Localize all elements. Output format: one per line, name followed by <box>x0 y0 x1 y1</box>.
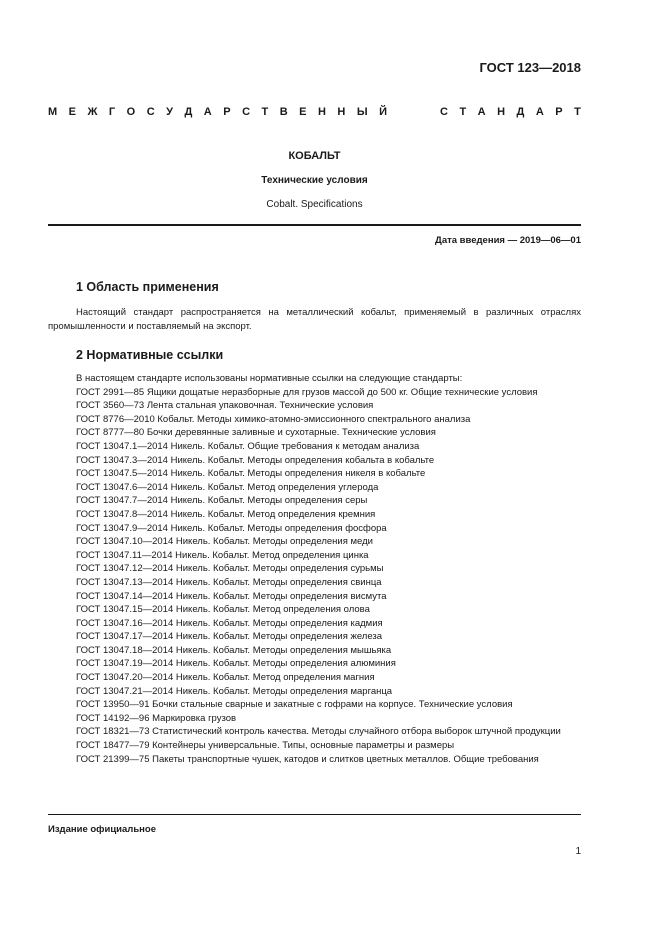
heading-letter: С <box>440 106 448 118</box>
heading-letter: Г <box>108 106 116 118</box>
reference-item: ГОСТ 2991—85 Ящики дощатые неразборные для грузов массой до 500 кг. Общие технические условия <box>76 386 538 398</box>
standard-type-heading <box>48 106 581 122</box>
reference-item: ГОСТ 13950—91 Бочки стальные сварные и закатные с гофрами на корпусе. Технические условия <box>76 699 513 711</box>
reference-item: ГОСТ 13047.20—2014 Никель. Кобальт. Метод определения магния <box>76 672 375 684</box>
heading-letter: Й <box>379 106 388 118</box>
reference-item: ГОСТ 13047.17—2014 Никель. Кобальт. Методы определения железа <box>76 631 383 643</box>
reference-item: ГОСТ 14192—96 Маркировка грузов <box>76 712 237 724</box>
heading-letter: Т <box>261 106 269 118</box>
reference-item: ГОСТ 13047.5—2014 Никель. Кобальт. Методы определения никеля в кобальте <box>76 468 426 480</box>
reference-item: ГОСТ 13047.18—2014 Никель. Кобальт. Методы определения мышьяка <box>76 644 392 656</box>
header-divider <box>48 224 581 226</box>
document-subtitle: Технические условия <box>261 175 368 186</box>
heading-letter: Д <box>184 106 193 118</box>
reference-item: ГОСТ 8777—80 Бочки деревянные заливные и сухотарные. Технические условия <box>76 427 436 439</box>
footer-divider <box>48 814 581 815</box>
heading-letter: У <box>166 106 173 118</box>
heading-letter: Т <box>574 106 581 118</box>
reference-item: ГОСТ 13047.14—2014 Никель. Кобальт. Методы определения висмута <box>76 590 387 602</box>
reference-item: ГОСТ 13047.16—2014 Никель. Кобальт. Методы определения кадмия <box>76 617 383 629</box>
heading-letter: А <box>477 106 486 118</box>
reference-item: ГОСТ 13047.7—2014 Никель. Кобальт. Методы определения серы <box>76 495 368 507</box>
reference-item: ГОСТ 13047.11—2014 Никель. Кобальт. Метод определения цинка <box>76 549 369 561</box>
heading-letter: Ж <box>87 106 98 118</box>
reference-item: ГОСТ 13047.8—2014 Никель. Кобальт. Метод определения кремния <box>76 508 376 520</box>
heading-letter: Т <box>459 106 467 118</box>
heading-letter: Н <box>317 106 326 118</box>
reference-item: ГОСТ 13047.9—2014 Никель. Кобальт. Методы определения фосфора <box>76 522 387 534</box>
section-1-title: 1 Область применения <box>76 280 219 294</box>
reference-item: ГОСТ 13047.15—2014 Никель. Кобальт. Метод определения олова <box>76 604 370 616</box>
references-list <box>48 372 581 766</box>
introduction-date: Дата введения — 2019—06—01 <box>435 235 581 246</box>
reference-item: ГОСТ 21399—75 Пакеты транспортные чушек, катодов и слитков цветных металлов. Общие требования <box>76 753 539 765</box>
heading-letter: А <box>203 106 212 118</box>
document-title: КОБАЛЬТ <box>288 150 341 162</box>
reference-item: ГОСТ 13047.19—2014 Никель. Кобальт. Методы определения алюминия <box>76 658 396 670</box>
reference-item: ГОСТ 13047.3—2014 Никель. Кобальт. Методы определения кобальта в кобальте <box>76 454 435 466</box>
heading-letter: Н <box>337 106 346 118</box>
reference-item: ГОСТ 13047.12—2014 Никель. Кобальт. Методы определения сурьмы <box>76 563 384 575</box>
reference-item: ГОСТ 13047.13—2014 Никель. Кобальт. Методы определения свинца <box>76 576 382 588</box>
reference-item: ГОСТ 13047.10—2014 Никель. Кобальт. Методы определения меди <box>76 536 373 548</box>
reference-item: ГОСТ 18321—73 Статистический контроль качества. Методы случайного отбора выборок штучной продукции <box>76 726 561 738</box>
heading-letter: Н <box>497 106 506 118</box>
heading-letter: Д <box>516 106 525 118</box>
heading-letter: А <box>535 106 544 118</box>
heading-letter: Е <box>68 106 76 118</box>
reference-item: ГОСТ 8776—2010 Кобальт. Методы химико-атомно-эмиссионного спектрального анализа <box>76 413 471 425</box>
references-intro: В настоящем стандарте использованы нормативные ссылки на следующие стандарты: <box>76 373 463 384</box>
page-number: 1 <box>575 846 581 857</box>
heading-word-gap <box>399 106 429 122</box>
heading-letter: С <box>146 106 155 118</box>
heading-letter: В <box>279 106 288 118</box>
heading-letter: Р <box>555 106 563 118</box>
heading-letter: М <box>48 106 58 118</box>
heading-letter: Р <box>223 106 231 118</box>
heading-letter: О <box>126 106 136 118</box>
document-number: ГОСТ 123—2018 <box>479 60 581 75</box>
section-2-title: 2 Нормативные ссылки <box>76 348 224 362</box>
reference-item: ГОСТ 13047.6—2014 Никель. Кобальт. Метод определения углерода <box>76 481 379 493</box>
heading-letter: Е <box>299 106 307 118</box>
reference-item: ГОСТ 13047.21—2014 Никель. Кобальт. Методы определения марганца <box>76 685 393 697</box>
reference-item: ГОСТ 3560—73 Лента стальная упаковочная. Технические условия <box>76 400 374 412</box>
reference-item: ГОСТ 18477—79 Контейнеры универсальные. Типы, основные параметры и размеры <box>76 740 455 752</box>
english-title: Cobalt. Specifications <box>266 199 363 210</box>
section-1-text: Настоящий стандарт распространяется на металлический кобальт, применяемый в различных отраслях промышленности и поставляемый на экспорт. <box>48 307 581 332</box>
heading-letter: Ы <box>356 106 368 118</box>
heading-letter: С <box>242 106 251 118</box>
section-1-paragraph <box>48 306 581 333</box>
reference-item: ГОСТ 13047.1—2014 Никель. Кобальт. Общие требования к методам анализа <box>76 440 420 452</box>
official-edition-label: Издание официальное <box>48 824 156 835</box>
